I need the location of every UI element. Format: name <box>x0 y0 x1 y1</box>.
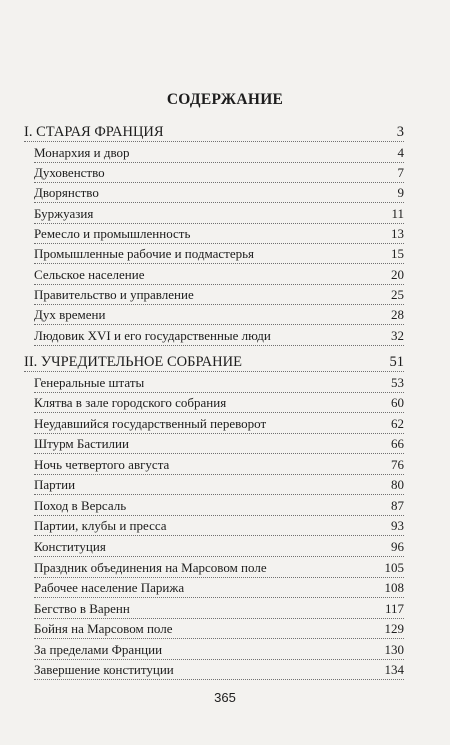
toc-entry-page: 108 <box>384 580 404 595</box>
toc-entry-title: Поход в Версаль <box>34 498 127 513</box>
toc-entry-title: Буржуазия <box>34 206 94 221</box>
toc-entry <box>34 538 404 557</box>
toc-entry <box>34 394 404 413</box>
toc-entry <box>34 144 404 163</box>
toc-entry-title: II. УЧРЕДИТЕЛЬНОЕ СОБРАНИЕ <box>24 354 242 370</box>
toc-entry <box>34 435 404 454</box>
toc-entry-page: 13 <box>391 226 404 241</box>
toc-entry-title: Правительство и управление <box>34 287 194 302</box>
toc-entry-page: 9 <box>397 185 404 200</box>
toc-entry <box>34 266 404 285</box>
toc-entry-page: 7 <box>397 165 404 180</box>
toc-entry <box>34 579 404 598</box>
toc-entry <box>34 415 404 434</box>
toc-entry-page: 4 <box>397 145 404 160</box>
toc-entry-page: 130 <box>384 642 404 657</box>
toc-entry-page: 51 <box>389 354 404 370</box>
toc-entry <box>34 286 404 305</box>
toc-entry-page: 96 <box>391 539 404 554</box>
toc-entry-title: Сельское население <box>34 267 145 282</box>
toc-entry-page: 87 <box>391 498 404 513</box>
toc-entry-page: 11 <box>391 206 404 221</box>
toc-entry-page: 117 <box>384 601 404 616</box>
toc-entry-page: 134 <box>384 662 404 677</box>
toc-entry <box>34 306 404 325</box>
toc-entry-page: 32 <box>391 328 404 343</box>
toc-entry <box>34 205 404 224</box>
toc-entry-title: Генеральные штаты <box>34 375 145 390</box>
toc-entry <box>34 456 404 475</box>
page-number: 365 <box>214 690 236 705</box>
toc-entry-title: Бойня на Марсовом поле <box>34 621 173 636</box>
toc-entry <box>34 497 404 516</box>
toc-entry-page: 66 <box>391 436 404 451</box>
toc-entry <box>34 661 404 680</box>
toc-entry-title: Бегство в Варенн <box>34 601 130 616</box>
toc-entry <box>34 600 404 619</box>
toc-entry-title: Ремесло и промышленность <box>34 226 191 241</box>
toc-entry <box>34 517 404 536</box>
toc-entry-page: 25 <box>391 287 404 302</box>
toc-entry-page: 76 <box>391 457 404 472</box>
toc-entry-title: Промышленные рабочие и подмастерья <box>34 246 255 261</box>
toc-entry-title: Партии, клубы и пресса <box>34 518 167 533</box>
toc-entry-page: 129 <box>384 621 404 636</box>
toc-entry <box>34 476 404 495</box>
toc-section-heading <box>24 123 404 142</box>
toc-entry-title: Неудавшийся государственный переворот <box>34 416 267 431</box>
toc-entry-page: 15 <box>391 246 404 261</box>
toc-entry-title: Людовик XVI и его государственные люди <box>34 328 271 343</box>
toc-entry-page: 28 <box>391 307 404 322</box>
toc-entry <box>34 245 404 264</box>
toc-entry <box>34 641 404 660</box>
toc-entry-title: За пределами Франции <box>34 642 163 657</box>
toc-entry <box>34 164 404 183</box>
toc-entry-title: Штурм Бастилии <box>34 436 129 451</box>
toc-entry-title: Ночь четвертого августа <box>34 457 170 472</box>
toc-entry-page: 53 <box>391 375 404 390</box>
toc-entry <box>34 559 404 578</box>
toc-entry-title: I. СТАРАЯ ФРАНЦИЯ <box>24 124 164 140</box>
toc-entry <box>34 225 404 244</box>
toc-entry-page: 60 <box>391 395 404 410</box>
toc-entry-page: 80 <box>391 477 404 492</box>
toc-entry-page: 93 <box>391 518 404 533</box>
toc-entry-title: Конституция <box>34 539 106 554</box>
toc-entry <box>34 184 404 203</box>
toc-entry-title: Дух времени <box>34 307 106 322</box>
toc-entry-title: Клятва в зале городского собрания <box>34 395 227 410</box>
toc-entry <box>34 374 404 393</box>
toc-entry <box>34 620 404 639</box>
toc-entry-title: Рабочее население Парижа <box>34 580 185 595</box>
toc-entry-title: Праздник объединения на Марсовом поле <box>34 560 267 575</box>
toc-section-heading <box>24 353 404 372</box>
toc-entry-page: 20 <box>391 267 404 282</box>
toc-entry-title: Монархия и двор <box>34 145 130 160</box>
toc-entry <box>34 327 404 346</box>
toc-entry-title: Дворянство <box>34 185 99 200</box>
toc-entry-title: Завершение конституции <box>34 662 174 677</box>
toc-entry-page: 3 <box>396 124 404 140</box>
toc-entry-title: Духовенство <box>34 165 105 180</box>
toc-entry-title: Партии <box>34 477 76 492</box>
page-title: СОДЕРЖАНИЕ <box>166 91 284 108</box>
toc-entry-page: 62 <box>391 416 404 431</box>
toc-entry-page: 105 <box>384 560 404 575</box>
